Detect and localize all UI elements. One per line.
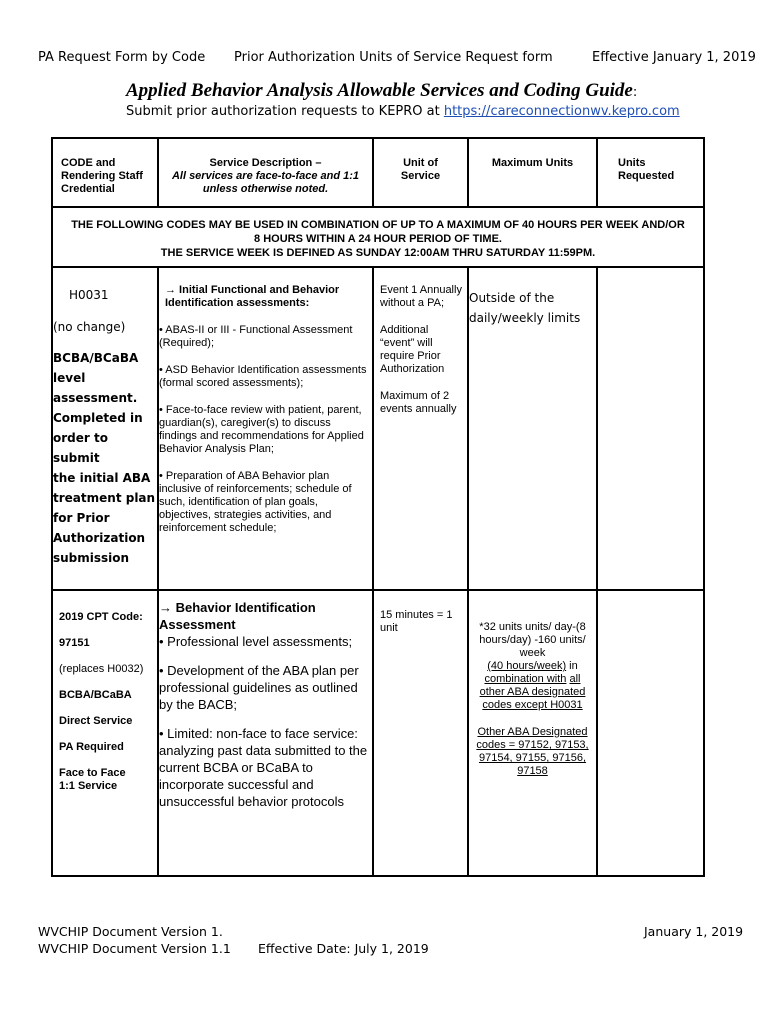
max-part: combination with (484, 673, 567, 685)
credential-line: order to submit (53, 431, 108, 465)
row1-description-cell (158, 267, 373, 590)
header-unit (373, 138, 468, 207)
header-desc-title: Service Description – (209, 157, 322, 169)
row1-bullet: • Preparation of ABA Behavior plan inclusive of reinforcements; schedule of such, identification of plan goals, objectives, strategies activities, and reinforcement schedule; (159, 470, 352, 534)
credential-line: for Prior (53, 511, 110, 525)
credential-line: submission (53, 551, 130, 565)
row1-desc-title: → Initial Functional and Behavior Identification assessments: (165, 284, 340, 309)
row2-face (59, 767, 157, 793)
subtitle-text: Submit prior authorization requests to KEPRO at (126, 104, 444, 119)
row2-max-cell (468, 590, 597, 876)
note-line-2: THE SERVICE WEEK IS DEFINED AS SUNDAY 12:00AM THRU SATURDAY 11:59PM. (160, 247, 596, 259)
credential-line: treatment plan (53, 491, 156, 505)
header-code (52, 138, 158, 207)
combination-note (52, 207, 704, 267)
subtitle (126, 104, 680, 119)
row2-requested-cell (597, 590, 704, 876)
row1-unit-line: Additional “event” will require Prior Authorization (380, 324, 445, 375)
row1-change: (no change) (53, 320, 126, 334)
row1-unit-cell (373, 267, 468, 590)
row2-max-text (473, 621, 592, 712)
row2-replaces: (replaces H0032) (59, 663, 144, 675)
header-center: Prior Authorization Units of Service Request form (234, 50, 553, 65)
row2-bullet: • Development of the ABA plan per professional guidelines as outlined by the BACB; (159, 663, 359, 712)
row2-bullet: • Limited: non-face to face service: analyzing past data submitted to the current BCBA or BCaBA to incorporate successful and unsuccessful behavior protocols (159, 726, 368, 809)
header-code-line: Credential (61, 183, 115, 195)
row2-credential: BCBA/BCaBA (59, 689, 132, 701)
header-left: PA Request Form by Code (38, 50, 206, 65)
header-desc-note: unless otherwise noted. (202, 183, 329, 195)
row2-code: 97151 (59, 637, 90, 649)
table-row (52, 590, 704, 876)
header-code-line: CODE and (61, 157, 116, 169)
face-line: 1:1 Service (59, 780, 118, 792)
title-suffix: : (632, 85, 638, 100)
row2-unit-cell: 15 minutes = 1 unit (373, 590, 468, 876)
credential-line: BCBA/BCaBA (53, 351, 139, 365)
row1-bullet: • Face-to-face review with patient, parent, guardian(s), caregiver(s) to discuss findings and recommendations for Applied Behavior Analysis Plan; (159, 404, 364, 455)
row2-description-cell (158, 590, 373, 876)
header-max-units: Maximum Units (468, 138, 597, 207)
row2-cpt-label: 2019 CPT Code: (59, 611, 143, 623)
row2-pa: PA Required (59, 741, 124, 753)
header-requested-line: Units (618, 157, 646, 169)
footer-date: January 1, 2019 (644, 924, 744, 939)
footer-version-1: WVCHIP Document Version 1. (38, 924, 223, 939)
row1-credential (53, 348, 157, 568)
row1-bullet: • ABAS-II or III - Functional Assessment (Required); (159, 324, 353, 349)
credential-line: the initial ABA (53, 471, 151, 485)
note-line-1: THE FOLLOWING CODES MAY BE USED IN COMBINATION OF UP TO A MAXIMUM OF 40 HOURS PER WEEK AND/OR 8 HOURS WITHIN A 24 HOUR PERIOD OF TIME. (71, 219, 685, 245)
title-text: Applied Behavior Analysis Allowable Services and Coding Guide (126, 80, 633, 101)
row1-unit-line: Maximum of 2 events annually (380, 390, 457, 415)
row1-unit-line: Event 1 Annually without a PA; (380, 284, 462, 309)
row1-bullet: • ASD Behavior Identification assessments (formal scored assessments); (159, 364, 367, 389)
header-desc-note: All services are face-to-face and 1:1 (171, 170, 360, 182)
row1-code-cell (52, 267, 158, 590)
header-units-requested (597, 138, 704, 207)
header-code-line: Rendering Staff (61, 170, 143, 182)
credential-line: level assessment. (53, 371, 138, 405)
max-part: *32 units units/ day-(8 hours/day) -160 units/ week (479, 621, 586, 659)
row1-requested-cell (597, 267, 704, 590)
credential-line: Completed in (53, 411, 143, 425)
row1-code: H0031 (69, 288, 109, 302)
header-unit-line: Service (400, 170, 441, 182)
coding-table (51, 137, 705, 877)
footer-effective-date: Effective Date: July 1, 2019 (258, 941, 429, 956)
row2-direct: Direct Service (59, 715, 133, 727)
footer-version-2: WVCHIP Document Version 1.1 (38, 941, 231, 956)
header-description (158, 138, 373, 207)
max-part: in (566, 660, 578, 672)
row2-bullet: • Professional level assessments; (159, 634, 353, 649)
row2-code-cell (52, 590, 158, 876)
table-header-row (52, 138, 704, 207)
credential-line: Authorization (53, 531, 146, 545)
header-requested-line: Requested (618, 170, 675, 182)
page-title (126, 80, 637, 102)
header-unit-line: Unit of (403, 157, 438, 169)
header-right: Effective January 1, 2019 (592, 50, 756, 65)
kepro-link[interactable]: https://careconnectionwv.kepro.com (443, 104, 680, 119)
face-line: Face to Face (59, 767, 126, 779)
row2-other-codes: Other ABA Designated codes = 97152, 97153, 97154, 97155, 97156, 97158 (476, 726, 589, 777)
max-part: (40 hours/week) (487, 660, 567, 672)
max-part: all other ABA designated codes except H0031 (479, 673, 586, 711)
row2-desc-title: → Behavior Identification Assessment (159, 600, 316, 632)
note-row (52, 207, 704, 267)
table-row (52, 267, 704, 590)
row1-max-cell: Outside of the daily/weekly limits (468, 267, 597, 590)
